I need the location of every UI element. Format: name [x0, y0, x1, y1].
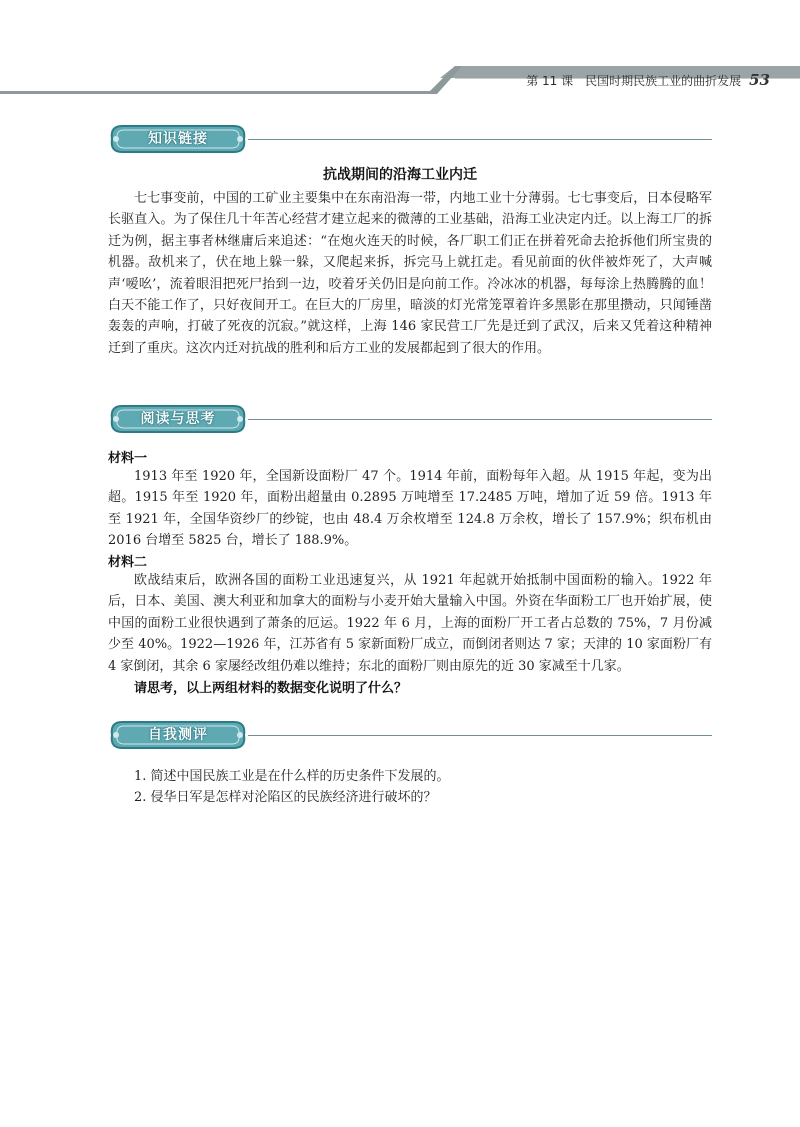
material-two-title: 材料二 — [108, 555, 148, 570]
material-one-title: 材料一 — [108, 451, 148, 466]
self-test-question-2: 2. 侵华日军是怎样对沦陷区的民族经济进行破坏的？ — [134, 790, 437, 805]
badge-label: 自我测评 — [148, 727, 208, 743]
article-title: 抗战期间的沿海工业内迁 — [323, 167, 477, 183]
section-divider — [248, 419, 712, 420]
section-badge-knowledge-link — [108, 122, 248, 156]
badge-label: 阅读与思考 — [140, 411, 216, 427]
running-header — [526, 71, 770, 89]
material-one-text: 1913 年至 1920 年，全国新设面粉厂 47 个。1914 年前，面粉每年入超。从 1915 年起，变为出超。1915 年至 1920 年，面粉出超量由 0.2895 万吨增至 17.2485 万吨，增加了近 59 倍。1913 年至 1921 年，全国华资纱厂的纱锭，也由 48.4 万余枚增至 124.8 万余枚，增长了 157.9%；织布机由 2016 台增至 5825 台，增长了 188.9%。 — [108, 469, 712, 549]
badge-label: 知识链接 — [148, 131, 208, 147]
material-two-text: 欧战结束后，欧洲各国的面粉工业迅速复兴，从 1921 年起就开始抵制中国面粉的输入。1922 年后，日本、美国、澳大利亚和加拿大的面粉与小麦开始大量输入中国。外资在华面粉工厂也开始扩展，使中国的面粉工业很快遇到了萧条的厄运。1922 年 6 月，上海的面粉厂开工者占总数的 75%，7 月份减少至 40%。1922—1926 年，江苏省有 5 家新面粉厂成立，而倒闭者则达 7 家；天津的 10 家面粉厂有 4 家倒闭，其余 6 家屡经改组仍难以维持；东北的面粉厂则由原先的近 30 家减至十几家。 — [108, 573, 712, 674]
section-divider — [248, 139, 712, 140]
reflection-question: 请思考，以上两组材料的数据变化说明了什么？ — [134, 681, 408, 696]
chapter-title: 第 11 课 民国时期民族工业的曲折发展 — [526, 74, 742, 88]
knowledge-paragraph: 七七事变前，中国的工矿业主要集中在东南沿海一带，内地工业十分薄弱。七七事变后，日本侵略军长驱直入。为了保住几十年苦心经营才建立起来的微薄的工业基础，沿海工业决定内迁。以上海工厂的拆迁为例，据主事者林继庸后来追述：“在炮火连天的时候，各厂职工们正在拼着死命去抢拆他们所宝贵的机器。敌机来了，伏在地上躲一躲，又爬起来拆，拆完马上就扛走。看见前面的伙伴被炸死了，大声喊声‘嗳吆’，流着眼泪把死尸抬到一边，咬着牙关仍旧是向前工作。冷冰冰的机器，每每涂上热腾腾的血！白天不能工作了，只好夜间开工。在巨大的厂房里，暗淡的灯光常笼罩着许多黑影在那里攒动，只闻锤凿轰轰的声响，打破了死夜的沉寂。”就这样，上海 146 家民营工厂先是迁到了武汉，后来又凭着这种精神迁到了重庆。这次内迁对抗战的胜利和后方工业的发展都起到了很大的作用。 — [108, 191, 712, 356]
self-test-question-1: 1. 简述中国民族工业是在什么样的历史条件下发展的。 — [134, 769, 450, 784]
section-badge-read-think — [108, 402, 248, 436]
page-number: 53 — [749, 71, 770, 89]
section-divider — [248, 735, 712, 736]
section-badge-self-test — [108, 718, 248, 752]
